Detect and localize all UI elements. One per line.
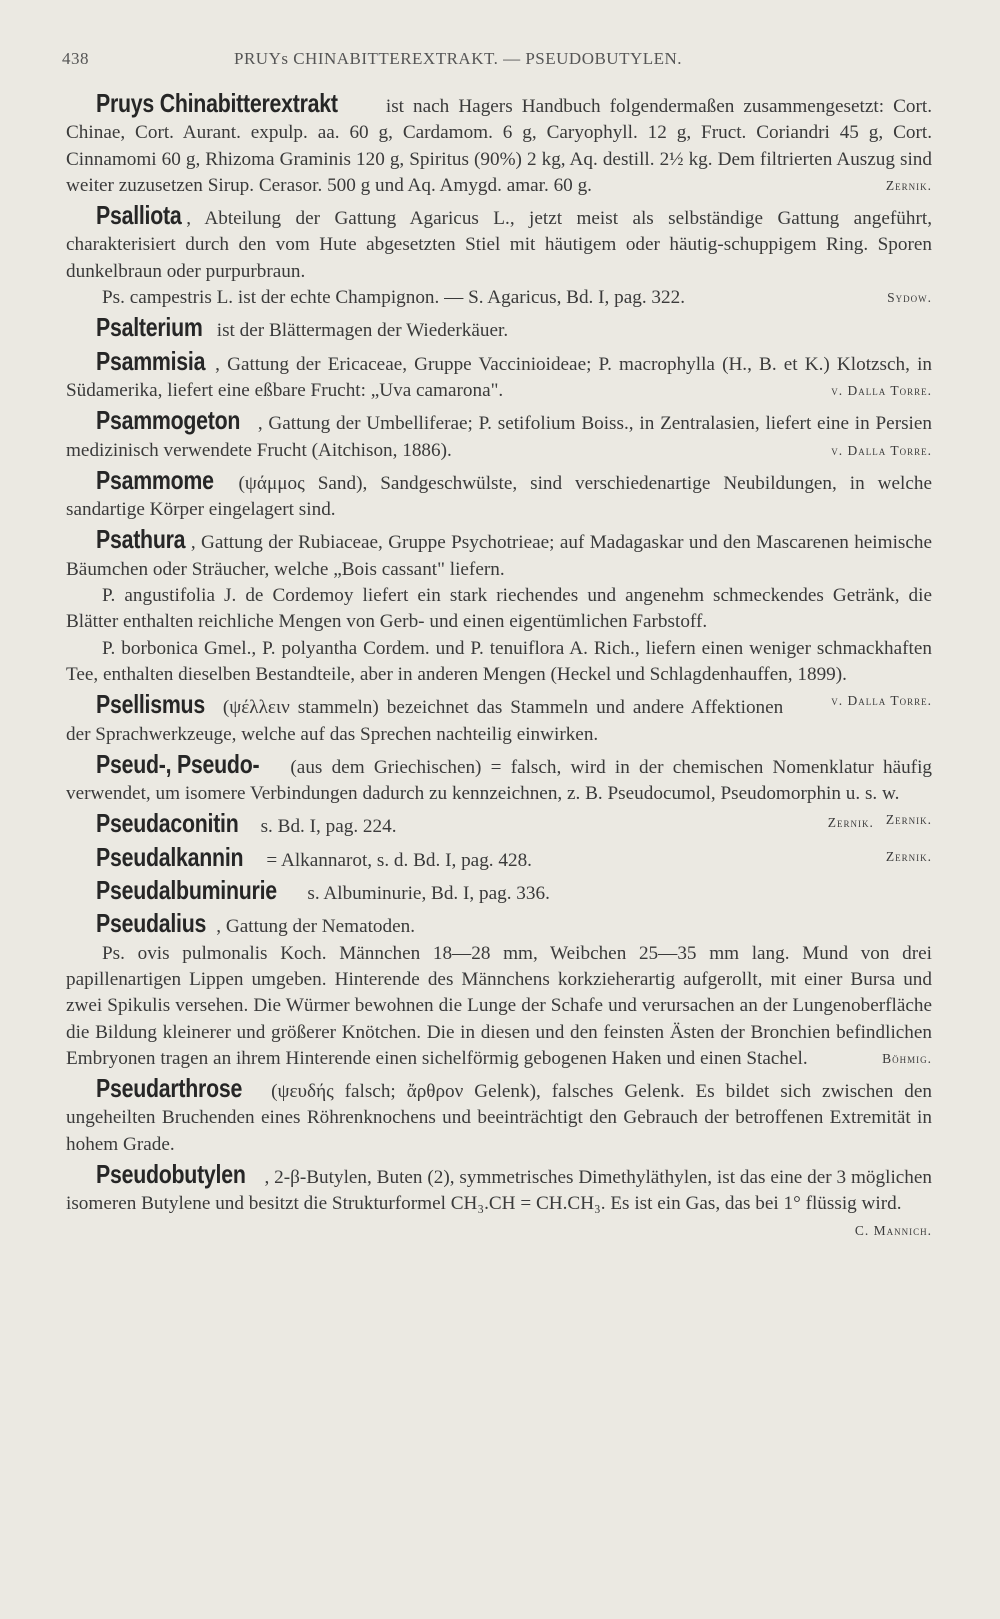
author-signature: Zernik.: [885, 848, 932, 864]
entry-text: , 2-β-Butylen, Buten (2), symmetrisches Dimethyläthylen, ist das eine der 3 möglichen isomeren Butylene und besitzt die Strukturformel CH₃.CH = CH.CH₃. Es ist ein Gas, das bei 1° flüssig wird.: [66, 1166, 932, 1215]
author-signature: Zernik.: [827, 815, 874, 831]
entry-text: = Alkannarot, s. d. Bd. I, pag. 428.: [261, 849, 532, 871]
entry-text: , Gattung der Ericaceae, Gruppe Vaccinioideae; P. macrophylla (H., B. et K.) Klotzsch, in Südamerika, liefert eine eßbare Frucht: „Uva camarona".: [66, 353, 932, 401]
entry-pseudaconitin: [66, 810, 932, 840]
entry-text: , Gattung der Rubiaceae, Gruppe Psychotrieae; auf Madagaskar und den Mascarenen heimische Bäumchen oder Sträucher, welche „Bois cassant" liefern.: [66, 532, 932, 580]
headword: Psammogeton: [96, 405, 241, 436]
entry-text: (ψέλλειν stammeln) bezeichnet das Stammeln und andere Affektionen der Sprachwerkzeuge, welche auf das Sprechen nachteilig einwirken.: [66, 697, 784, 745]
author-signature: Sydow.: [887, 290, 932, 306]
author-signature: Zernik.: [885, 812, 932, 828]
entry-continuation: P. angustifolia J. de Cordemoy liefert ein stark riechendes und angenehm schmeckendes Getränk, die Blätter enthalten reichliche Mengen von Gerb- und einen eigentümlichen Farbstoff.: [66, 585, 932, 633]
author-signature: v. Dalla Torre.: [831, 442, 932, 458]
running-head-title: PRUYs CHINABITTEREXTRAKT. — PSEUDOBUTYLEN.: [234, 49, 683, 68]
entry-text: , Gattung der Nematoden.: [216, 916, 416, 938]
entry-text: s. Bd. I, pag. 224.: [255, 816, 397, 838]
author-signature: Böhmig.: [882, 1050, 932, 1066]
headword: Pseudalkannin: [96, 841, 244, 872]
headword: Pseudalius: [96, 908, 207, 939]
headword: Pruys Chinabitterextrakt: [96, 88, 338, 118]
headword: Psalterium: [96, 312, 203, 343]
entry-text: (aus dem Griechischen) = falsch, wird in der chemischen Nomenklatur häufig verwendet, um isomere Verbindungen dadurch zu kennzeichnen, z. B. Pseudocumol, Pseudomorphin u. s. w.: [66, 756, 932, 805]
author-signature: C. Mannich.: [854, 1222, 932, 1238]
entry-text: (ψευδής falsch; ἄρθρον Gelenk), falsches Gelenk. Es bildet sich zwischen den ungeheilten Bruchenden eines Röhrenknochens und beeinträchtigt den Gebrauch der betroffenen Extremität in hohem Grade.: [66, 1081, 932, 1155]
headword: Psammome: [96, 464, 214, 495]
entry-text: ist nach Hagers Handbuch folgendermaßen zusammengesetzt: Cort. Chinae, Cort. Aurant. expulp. aa. 60 g, Cardamom. 6 g, Caryophyll. 12 g, Fruct. Coriandri 45 g, Cort. Cinnamomi 60 g, Rhizoma Graminis 120 g, Spiritus (90%) 2 kg, Aq. destill. 2½ kg. Dem filtrierten Auszug sind weiter zuzusetzen Sirup. Cerasor. 500 g und Aq. Amygd. amar. 60 g.: [66, 96, 932, 196]
entry-pseudarthrose: [66, 1075, 932, 1158]
entry-psalterium: [66, 314, 932, 344]
entry-pseudalius: [66, 910, 932, 1072]
headword: Psathura: [96, 524, 186, 555]
entry-pseudobutylen: [66, 1158, 932, 1238]
author-signature: v. Dalla Torre.: [831, 693, 932, 709]
headword: Pseudobutylen: [96, 1158, 246, 1189]
entry-text: (ψάμμος Sand), Sandgeschwülste, sind verschiedenartige Neubildungen, in welche sandartige Körper eingelagert sind.: [66, 472, 932, 521]
headword: Psammisia: [96, 345, 206, 376]
headword: Pseudarthrose: [96, 1073, 243, 1104]
headword: Pseud-, Pseudo-: [96, 748, 260, 779]
headword: Pseudalbuminurie: [96, 875, 277, 906]
page-body: [66, 90, 932, 1244]
entry-psammogeton: [66, 407, 932, 464]
author-signature: v. Dalla Torre.: [831, 382, 932, 398]
entry-psammisia: [66, 345, 932, 405]
entry-pseudalkannin: [66, 841, 932, 874]
entry-psalliota: [66, 202, 932, 311]
entry-text: , Abteilung der Gattung Agaricus L., jetzt meist als selbständige Gattung angeführt, charakterisiert durch den vom Hute abgesetzten Stiel mit häutigem oder häutig-schuppigem Ring. Sporen dunkelbraun oder purpurbraun.: [66, 208, 932, 282]
entry-text: s. Albuminurie, Bd. I, pag. 336.: [302, 883, 550, 905]
entry-pruys-chinabitterextrakt: [66, 90, 932, 199]
entry-continuation-2: P. borbonica Gmel., P. polyantha Cordem. und P. tenuiflora A. Rich., liefern einen weniger schmackhaften Tee, enthalten dieselben Bestandteile, aber in anderen Mengen (Heckel und Schlagdenhauffen, 1899).: [66, 637, 932, 685]
author-signature: Zernik.: [885, 177, 932, 193]
entry-text: ist der Blättermagen der Wiederkäuer.: [211, 320, 509, 342]
entry-text: , Gattung der Umbelliferae; P. setifolium Boiss., in Zentralasien, liefert eine in Persien medizinisch verwendete Frucht (Aitchison, 1886).: [66, 413, 932, 461]
page-number: 438: [62, 49, 89, 68]
headword: Pseudaconitin: [96, 808, 239, 839]
entry-continuation: Ps. ovis pulmonalis Koch. Männchen 18—28 mm, Weibchen 25—35 mm lang. Mund von drei papillenartigen Lippen umgeben. Hinterende des Männchens korkzieherartig aufgerollt, mit einer Bursa und zwei Spikulis versehen. Die Würmer bewohnen die Lunge der Schafe und verursachen an der Lungenoberfläche die Bildung kleinerer und größerer Knötchen. Die in diesen und den feinsten Ästen der Bronchien befindlichen Embryonen tragen an ihrem Hinterende einen sichelförmig gebogenen Haken und einen Stachel.: [66, 942, 932, 1069]
entry-psammome: [66, 464, 932, 524]
headword: Psalliota: [96, 200, 182, 231]
headword: Psellismus: [96, 689, 205, 720]
entry-continuation: Ps. campestris L. ist der echte Champignon. — S. Agaricus, Bd. I, pag. 322.: [102, 287, 686, 309]
entry-pseudalbuminurie: [66, 877, 932, 907]
